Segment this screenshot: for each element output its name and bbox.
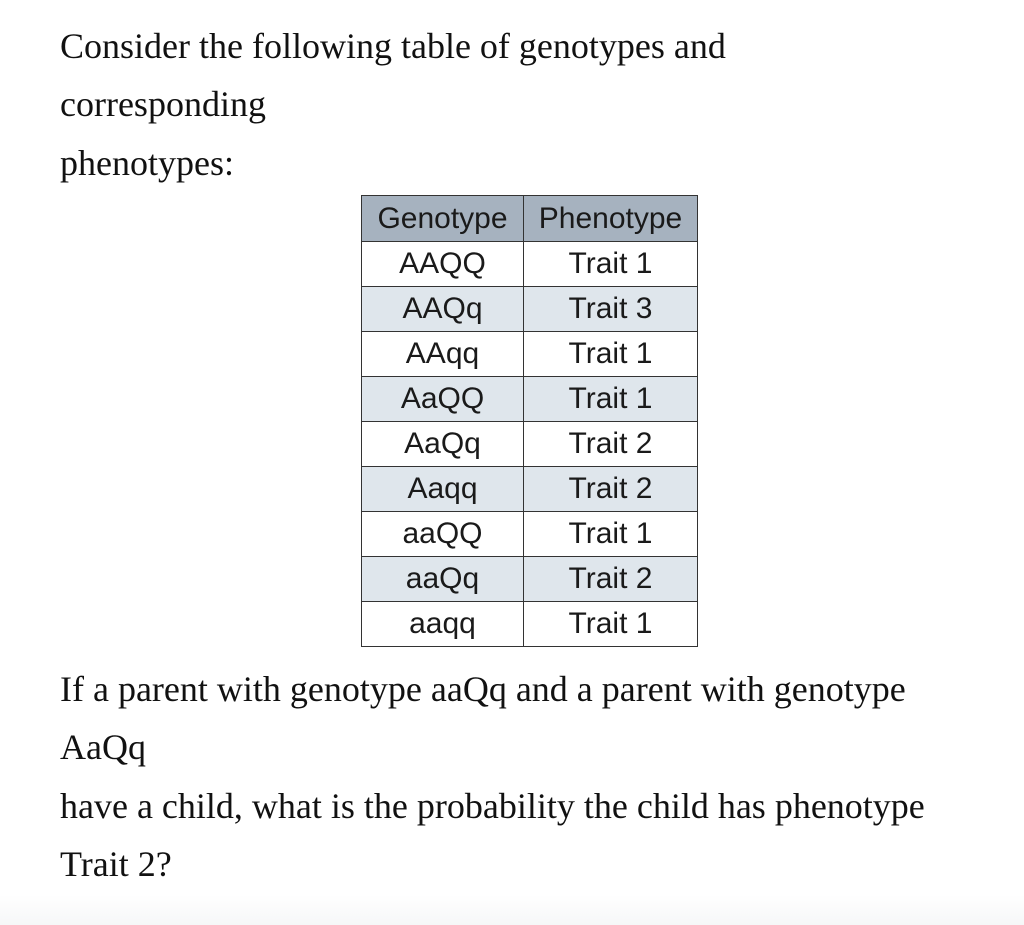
genotype-cell: AAQq	[362, 287, 524, 332]
header-genotype: Genotype	[362, 196, 524, 242]
phenotype-cell: Trait 2	[524, 467, 698, 512]
table-row	[362, 242, 698, 287]
intro-line-1: Consider the following table of genotypes and	[60, 26, 726, 66]
genotype-cell: aaqq	[362, 602, 524, 647]
header-phenotype: Phenotype	[524, 196, 698, 242]
table-row	[362, 512, 698, 557]
question-line-2: AaQq	[60, 727, 146, 767]
question-line-1: If a parent with genotype aaQq and a parent with genotype	[60, 669, 906, 709]
table-row	[362, 467, 698, 512]
phenotype-cell: Trait 3	[524, 287, 698, 332]
phenotype-cell: Trait 1	[524, 332, 698, 377]
genotype-cell: AAqq	[362, 332, 524, 377]
genotype-cell: AAQQ	[362, 242, 524, 287]
genotype-cell: AaQq	[362, 422, 524, 467]
genotype-cell: aaQq	[362, 557, 524, 602]
table-row	[362, 557, 698, 602]
phenotype-cell: Trait 2	[524, 422, 698, 467]
genotype-cell: aaQQ	[362, 512, 524, 557]
page-bottom-band	[0, 895, 1024, 925]
table-row	[362, 287, 698, 332]
table-row	[362, 377, 698, 422]
table-header-row	[362, 196, 698, 242]
phenotype-cell: Trait 2	[524, 557, 698, 602]
phenotype-cell: Trait 1	[524, 377, 698, 422]
phenotype-cell: Trait 1	[524, 512, 698, 557]
phenotype-cell: Trait 1	[524, 242, 698, 287]
table-row	[362, 602, 698, 647]
genotype-cell: AaQQ	[362, 377, 524, 422]
genotype-cell: Aaqq	[362, 467, 524, 512]
intro-line-3: phenotypes:	[60, 143, 234, 183]
phenotype-cell: Trait 1	[524, 602, 698, 647]
question-line-4: Trait 2?	[60, 844, 172, 884]
question-line-3: have a child, what is the probability the child has phenotype	[60, 786, 925, 826]
genotype-phenotype-table	[361, 195, 698, 647]
table-row	[362, 422, 698, 467]
intro-line-2: corresponding	[60, 84, 266, 124]
table-row	[362, 332, 698, 377]
